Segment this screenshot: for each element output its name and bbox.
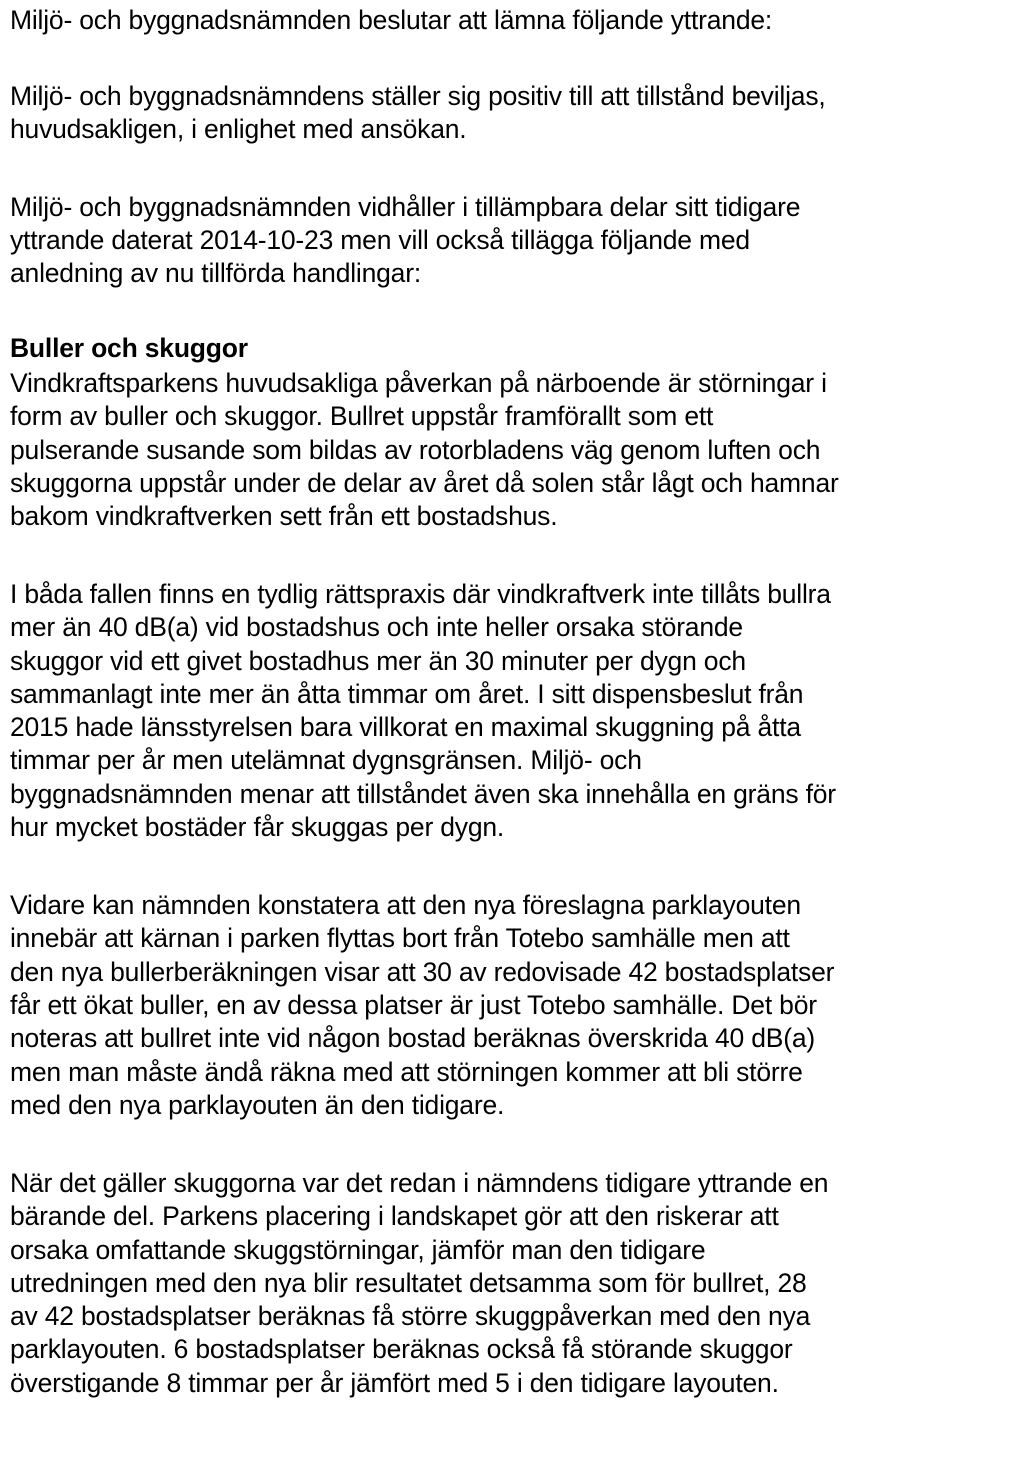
- paragraph-4-line: hur mycket bostäder får skuggas per dygn.: [10, 812, 505, 842]
- paragraph-5-line: noteras att bullret inte vid någon bostad beräknas överskrida 40 dB(a): [10, 1023, 816, 1053]
- paragraph-2-line: anledning av nu tillförda handlingar:: [10, 258, 422, 288]
- paragraph-3-line: skuggorna uppstår under de delar av året då solen står lågt och hamnar: [10, 468, 839, 498]
- paragraph-3-line: form av buller och skuggor. Bullret uppstår framförallt som ett: [10, 401, 714, 431]
- paragraph-5-line: Vidare kan nämnden konstatera att den nya föreslagna parklayouten: [10, 890, 801, 920]
- paragraph-5-line: får ett ökat buller, en av dessa platser är just Totebo samhälle. Det bör: [10, 990, 817, 1020]
- paragraph-1-line: Miljö- och byggnadsnämndens ställer sig positiv till att tillstånd beviljas,: [10, 81, 826, 111]
- paragraph-2-line: yttrande daterat 2014-10-23 men vill också tillägga följande med: [10, 225, 750, 255]
- paragraph-2-line: Miljö- och byggnadsnämnden vidhåller i tillämpbara delar sitt tidigare: [10, 192, 801, 222]
- paragraph-6-line: orsaka omfattande skuggstörningar, jämför man den tidigare: [10, 1235, 706, 1265]
- paragraph-6-line: parklayouten. 6 bostadsplatser beräknas också få störande skuggor: [10, 1334, 793, 1364]
- paragraph-4-line: mer än 40 dB(a) vid bostadshus och inte heller orsaka störande: [10, 612, 743, 642]
- paragraph-6-line: utredningen med den nya blir resultatet detsamma som för bullret, 28: [10, 1268, 807, 1298]
- paragraph-6-line: När det gäller skuggorna var det redan i nämndens tidigare yttrande en: [10, 1168, 829, 1198]
- paragraph-4-line: skuggor vid ett givet bostadhus mer än 30 minuter per dygn och: [10, 646, 746, 676]
- paragraph-6-line: överstigande 8 timmar per år jämfört med 5 i den tidigare layouten.: [10, 1368, 779, 1398]
- paragraph-5-line: den nya bullerberäkningen visar att 30 av redovisade 42 bostadsplatser: [10, 957, 835, 987]
- paragraph-4-line: timmar per år men utelämnat dygnsgränsen. Miljö- och: [10, 745, 642, 775]
- paragraph-6-line: bärande del. Parkens placering i landskapet gör att den riskerar att: [10, 1201, 779, 1231]
- paragraph-3-line: pulserande susande som bildas av rotorbladens väg genom luften och: [10, 435, 821, 465]
- paragraph-3-line: Vindkraftsparkens huvudsakliga påverkan på närboende är störningar i: [10, 368, 827, 398]
- paragraph-4-line: 2015 hade länsstyrelsen bara villkorat en maximal skuggning på åtta: [10, 712, 801, 742]
- paragraph-1-line: huvudsakligen, i enlighet med ansökan.: [10, 114, 467, 144]
- paragraph-5-line: men man måste ändå räkna med att störningen kommer att bli större: [10, 1057, 803, 1087]
- paragraph-6-line: av 42 bostadsplatser beräknas få större skuggpåverkan med den nya: [10, 1301, 811, 1331]
- paragraph-5-line: innebär att kärnan i parken flyttas bort från Totebo samhälle men att: [10, 923, 790, 953]
- paragraph-5-line: med den nya parklayouten än den tidigare.: [10, 1090, 505, 1120]
- paragraph-4-line: sammanlagt inte mer än åtta timmar om året. I sitt dispensbeslut från: [10, 679, 804, 709]
- paragraph-4-line: byggnadsnämnden menar att tillståndet även ska innehålla en gräns för: [10, 779, 836, 809]
- section-heading: Buller och skuggor: [10, 333, 248, 363]
- intro-line: Miljö- och byggnadsnämnden beslutar att lämna följande yttrande:: [10, 5, 773, 35]
- paragraph-3-line: bakom vindkraftverken sett från ett bostadshus.: [10, 501, 558, 531]
- paragraph-4-line: I båda fallen finns en tydlig rättspraxis där vindkraftverk inte tillåts bullra: [10, 579, 831, 609]
